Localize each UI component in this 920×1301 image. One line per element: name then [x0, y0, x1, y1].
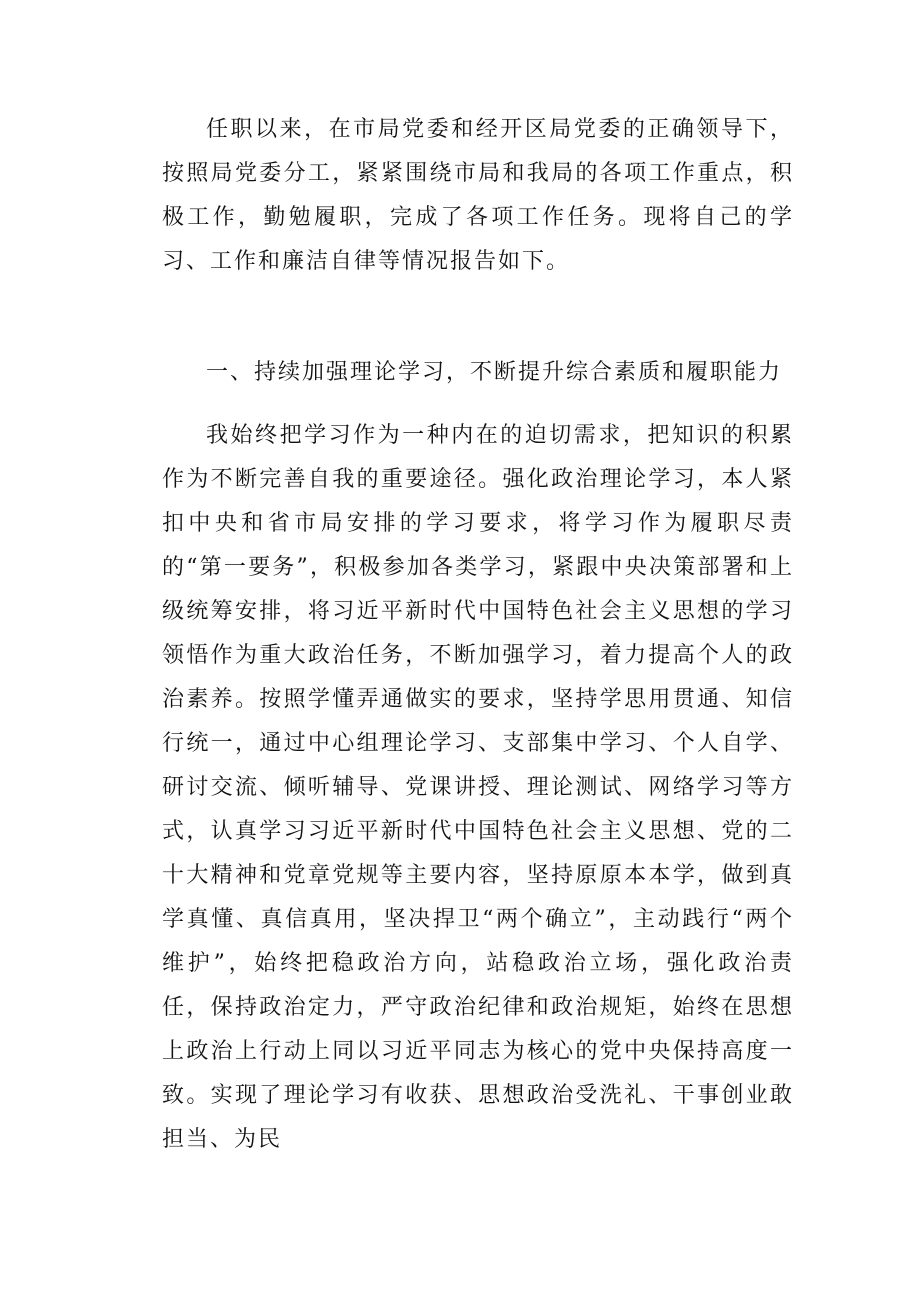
intro-paragraph — [162, 108, 794, 284]
section-one-heading — [162, 351, 794, 395]
section-one-paragraph-text: 我始终把学习作为一种内在的迫切需求，把知识的积累作为不断完善自我的重要途径。强化政治理论学习，本人紧扣中央和省市局安排的学习要求，将学习作为履职尽责的“第一要务”，积极参加各类学习，紧跟中央决策部署和上级统筹安排，将习近平新时代中国特色社会主义思想的学习领悟作为重大政治任务，不断加强学习，着力提高个人的政治素养。按照学懂弄通做实的要求，坚持学思用贯通、知信行统一，通过中心组理论学习、支部集中学习、个人自学、研讨交流、倾听辅导、党课讲授、理论测试、网络学习等方式，认真学习习近平新时代中国特色社会主义思想、党的二十大精神和党章党规等主要内容，坚持原原本本学，做到真学真懂、真信真用，坚决捍卫“两个确立”，主动践行“两个维护”，始终把稳政治方向，站稳政治立场，强化政治责任，保持政治定力，严守政治纪律和政治规矩，始终在思想上政治上行动上同以习近平同志为核心的党中央保持高度一致。实现了理论学习有收获、思想政治受洗礼、干事创业敢担当、为民 — [162, 423, 794, 1152]
section-one-heading-text: 一、持续加强理论学习，不断提升综合素质和履职能力 — [206, 360, 783, 385]
section-one-paragraph — [162, 414, 794, 1162]
intro-paragraph-text: 任职以来，在市局党委和经开区局党委的正确领导下，按照局党委分工，紧紧围绕市局和我局的各项工作重点，积极工作，勤勉履职，完成了各项工作任务。现将自己的学习、工作和廉洁自律等情况报告如下。 — [162, 117, 794, 274]
